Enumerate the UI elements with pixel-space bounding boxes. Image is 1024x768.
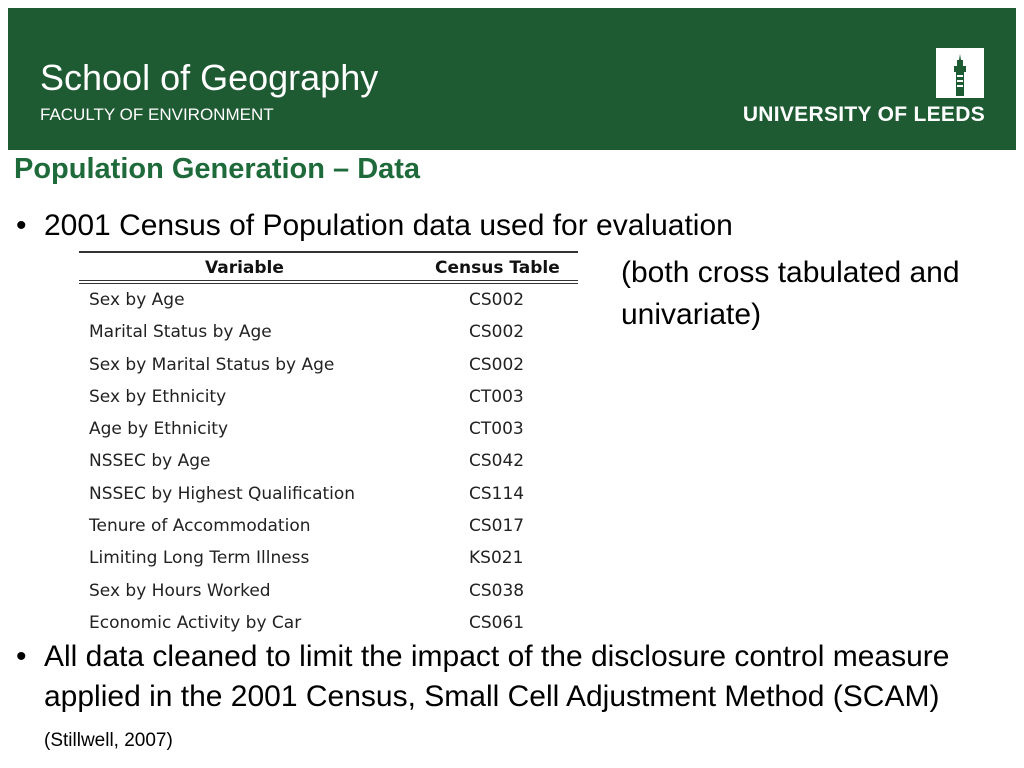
census-table-cell: CS017 <box>469 516 525 537</box>
census-table-cell: CS002 <box>469 290 525 310</box>
census-table-cell: CS042 <box>469 451 525 472</box>
census-table-cell: KS021 <box>469 548 524 569</box>
census-table-cell: CS002 <box>469 354 525 375</box>
table-row <box>79 286 578 318</box>
variable-cell: Sex by Hours Worked <box>89 580 271 601</box>
bullet-data-cleaning <box>16 637 976 761</box>
citation: (Stillwell, 2007) <box>44 730 173 751</box>
bullet-point: • <box>16 209 27 242</box>
slide-title: Population Generation – Data <box>14 153 421 185</box>
census-table <box>79 251 578 641</box>
bullet-text: 2001 Census of Population data used for evaluation <box>44 209 733 242</box>
parkinson-tower-icon <box>936 48 984 98</box>
variable-cell: Limiting Long Term Illness <box>89 548 310 569</box>
variable-cell: Age by Ethnicity <box>89 419 229 440</box>
table-row <box>79 383 578 415</box>
variable-cell: NSSEC by Highest Qualification <box>89 483 356 504</box>
variable-cell: NSSEC by Age <box>89 451 211 472</box>
side-note: (both cross tabulated and univariate) <box>621 256 960 331</box>
census-table-cell: CS002 <box>469 322 525 343</box>
university-name: UNIVERSITY OF LEEDS <box>742 103 985 126</box>
variable-cell: Marital Status by Age <box>89 322 272 343</box>
faculty-name: FACULTY OF ENVIRONMENT <box>40 105 274 124</box>
variable-cell: Sex by Marital Status by Age <box>89 354 335 375</box>
column-header-variable: Variable <box>205 258 284 278</box>
school-title: School of Geography <box>40 57 379 98</box>
table-header <box>79 251 578 284</box>
bullet-point: • <box>16 640 27 673</box>
variable-cell: Economic Activity by Car <box>89 612 302 633</box>
census-table-cell: CS114 <box>469 483 525 504</box>
table-row <box>79 351 578 383</box>
header-banner <box>8 8 1016 150</box>
census-table-cell: CT003 <box>469 386 524 407</box>
variable-cell: Tenure of Accommodation <box>89 516 311 537</box>
bullet-text <box>16 637 976 761</box>
bullet-body: All data cleaned to limit the impact of the disclosure control measure applied in the 2001 Census, Small Cell Adjustment Method (SCAM) <box>44 640 950 713</box>
table-row <box>79 577 578 609</box>
variable-cell: Sex by Ethnicity <box>89 386 227 407</box>
census-table-cell: CS061 <box>469 612 525 633</box>
variable-cell: Sex by Age <box>89 290 185 310</box>
table-body <box>79 286 578 641</box>
table-row <box>79 415 578 447</box>
table-row <box>79 480 578 512</box>
table-row <box>79 318 578 350</box>
table-row <box>79 447 578 479</box>
table-row <box>79 512 578 544</box>
table-row <box>79 544 578 576</box>
column-header-census-table: Census Table <box>435 258 560 278</box>
bullet-census-data <box>16 206 916 246</box>
census-table-cell: CS038 <box>469 580 525 601</box>
census-table-cell: CT003 <box>469 419 524 440</box>
